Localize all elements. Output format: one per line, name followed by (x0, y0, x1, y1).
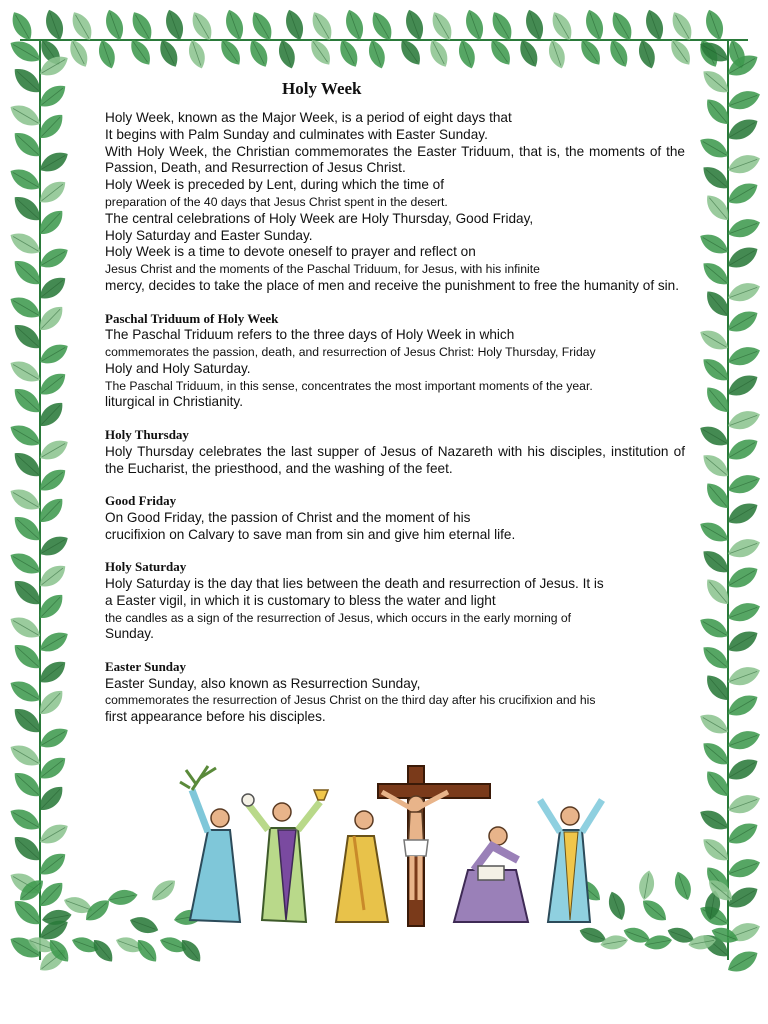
leaf-icon (696, 133, 732, 163)
leaf-icon (725, 855, 763, 882)
leaf-icon (127, 913, 160, 937)
leaf-icon (6, 676, 44, 707)
leaf-icon (6, 164, 44, 195)
leaf-icon (222, 7, 248, 42)
leaf-icon (127, 8, 157, 44)
document-body (105, 78, 685, 726)
leaf-icon (701, 670, 734, 705)
leaf-icon (462, 7, 488, 42)
leaf-icon (515, 37, 542, 70)
intro-line: Holy Week is preceded by Lent, during which the time of (105, 177, 445, 193)
leaf-icon (282, 7, 308, 42)
section-line: Holy and Holy Saturday. (105, 360, 251, 376)
leaf-icon (724, 818, 762, 849)
leaf-icon (696, 613, 732, 643)
leaf-icon (724, 434, 762, 465)
leaf-icon (155, 37, 182, 70)
leaf-icon (696, 325, 732, 355)
section-line: commemorates the passion, death, and resurrection of Jesus Christ: Holy Thursday, Friday (105, 345, 596, 360)
leaf-icon (724, 306, 762, 337)
leaf-icon (724, 754, 762, 785)
section-line: The Paschal Triduum, in this sense, concentrates the most important moments of the year. (105, 378, 593, 393)
leaf-icon (275, 38, 299, 71)
leaf-icon (6, 548, 44, 579)
section-line: Sunday. (105, 626, 154, 642)
leaf-icon (724, 562, 762, 593)
leaf-icon (6, 420, 44, 451)
leaf-icon (702, 7, 728, 42)
leaf-icon (696, 421, 732, 451)
leaf-icon (335, 37, 362, 70)
section (105, 493, 685, 543)
disciple-figure-green (242, 790, 328, 922)
leaf-icon (725, 279, 763, 306)
leaf-icon (724, 498, 762, 529)
leaf-icon (367, 8, 397, 44)
leaf-icon (667, 8, 697, 44)
leaf-icon (7, 8, 37, 44)
intro-line: Jesus Christ and the moments of the Paschal Triduum, for Jesus, with his infinite (105, 262, 540, 277)
leaf-icon (95, 38, 119, 71)
leaf-icon (67, 8, 97, 44)
leaf-icon (107, 888, 139, 908)
section-heading: Holy Saturday (105, 559, 187, 575)
leaf-icon (245, 37, 272, 70)
disciple-figure-lightblue (540, 800, 602, 922)
leaf-icon (6, 356, 44, 387)
leaf-icon (6, 100, 44, 131)
leaf-icon (247, 8, 277, 44)
section-heading: Holy Thursday (105, 427, 189, 443)
section-line: Holy Thursday celebrates the last supper of Jesus of Nazareth with his disciples, institution of the Eucharist, the priesthood, and the washing of the feet. (105, 443, 685, 476)
leaf-icon (307, 8, 337, 44)
disciple-figure-yellow (336, 811, 388, 922)
leaf-icon (65, 37, 92, 70)
leaf-icon (637, 869, 657, 901)
leaf-icon (6, 740, 44, 771)
leaf-icon (724, 114, 762, 145)
sections (105, 295, 685, 726)
page-title: Holy Week (282, 79, 362, 98)
section-line: the candles as a sign of the resurrection of Jesus, which occurs in the early morning of (105, 610, 572, 625)
leaf-icon (102, 7, 128, 42)
leaf-icon (642, 7, 668, 42)
section-gap (105, 477, 685, 493)
leaf-icon (701, 766, 734, 801)
disciple-figure-purple (454, 827, 528, 922)
section-gap (105, 643, 685, 659)
intro-text (105, 110, 685, 295)
intro-line: It begins with Palm Sunday and culminates with Easter Sunday. (105, 126, 488, 142)
leaf-icon (724, 178, 762, 209)
section-gap (105, 411, 685, 427)
leaf-icon (724, 690, 762, 721)
intro-line: mercy, decides to take the place of men and receive the punishment to free the humanity of sin. (105, 277, 680, 293)
leaf-icon (36, 627, 72, 657)
section-heading: Paschal Triduum of Holy Week (105, 310, 279, 326)
section-gap (105, 543, 685, 559)
leaf-icon (635, 38, 659, 71)
leaf-icon (365, 38, 389, 71)
section-line: liturgical in Christianity. (105, 394, 243, 410)
leaf-icon (701, 286, 734, 321)
disciple-figure-blue (180, 766, 240, 922)
section-line: crucifixion on Calvary to save man from sin and give him eternal life. (105, 526, 516, 542)
leaf-icon (147, 875, 179, 906)
section-heading: Good Friday (105, 493, 177, 509)
leaf-icon (725, 407, 763, 434)
leaf-icon (725, 599, 763, 626)
leaf-icon (696, 517, 732, 547)
leaf-icon (36, 147, 72, 177)
section-heading: Easter Sunday (105, 659, 187, 675)
section-line: a Easter vigil, in which it is customary to bless the water and light (105, 592, 496, 608)
leaf-icon (36, 339, 72, 369)
leaf-icon (36, 435, 72, 465)
leaf-icon (36, 243, 72, 273)
leaf-icon (701, 382, 734, 417)
leaf-icon (6, 804, 44, 835)
section (105, 559, 685, 643)
section (105, 427, 685, 477)
intro-line: Holy Week is a time to devote oneself to prayer and reflect on (105, 244, 476, 260)
leaf-icon (724, 370, 762, 401)
leaf-icon (487, 8, 517, 44)
leaf-icon (6, 612, 44, 643)
leaf-icon (725, 663, 763, 690)
leaf-icon (701, 574, 734, 609)
intro-line: preparation of the 40 days that Jesus Christ spent in the desert. (105, 194, 448, 209)
leaf-icon (605, 37, 632, 70)
leaf-icon (725, 471, 763, 498)
leaf-icon (36, 531, 72, 561)
leaf-icon (725, 151, 763, 178)
leaf-icon (6, 292, 44, 323)
intro-line: Holy Saturday and Easter Sunday. (105, 227, 313, 243)
leaf-icon (427, 8, 457, 44)
section-line: The Paschal Triduum refers to the three days of Holy Week in which (105, 327, 515, 343)
leaf-icon (725, 343, 763, 370)
leaf-icon (701, 94, 734, 129)
leaf-icon (455, 38, 479, 71)
leaf-icon (41, 908, 73, 928)
leaf-icon (696, 805, 732, 835)
intro-line: With Holy Week, the Christian commemorates the Easter Triduum, that is, the moments of the Passion, Death, and Resurrection of Jesus Christ. (105, 143, 685, 176)
section-gap (105, 295, 685, 311)
crucifixion-illustration (178, 760, 612, 932)
leaf-icon (42, 7, 68, 42)
section (105, 659, 685, 726)
leaf-icon (724, 626, 762, 657)
leaf-icon (696, 709, 732, 739)
leaf-icon (425, 37, 452, 70)
leaf-icon (671, 869, 695, 902)
leaf-icon (545, 38, 569, 71)
leaf-icon (547, 8, 577, 44)
leaf-icon (701, 478, 734, 513)
intro-line: Holy Week, known as the Major Week, is a period of eight days that (105, 110, 512, 125)
section-line: Easter Sunday, also known as Resurrection Sunday, (105, 675, 421, 691)
leaf-icon (725, 791, 763, 818)
leaf-icon (6, 484, 44, 515)
leaf-icon (725, 727, 763, 754)
leaf-icon (701, 190, 734, 225)
leaf-icon (582, 7, 608, 42)
leaf-icon (187, 8, 217, 44)
leaf-icon (36, 723, 72, 753)
section-line: first appearance before his disciples. (105, 709, 326, 725)
leaf-icon (522, 7, 548, 42)
section-line: commemorates the resurrection of Jesus Christ on the third day after his crucifixion and his (105, 693, 596, 708)
section-line: On Good Friday, the passion of Christ and the moment of his (105, 509, 471, 525)
leaf-icon (342, 7, 368, 42)
section-line: Holy Saturday is the day that lies between the death and resurrection of Jesus. It is (105, 575, 604, 591)
leaf-icon (185, 38, 209, 71)
leaf-icon (402, 7, 428, 42)
leaf-icon (638, 895, 670, 926)
leaf-icon (607, 8, 637, 44)
leaf-icon (6, 228, 44, 259)
intro-line: The central celebrations of Holy Week are Holy Thursday, Good Friday, (105, 210, 534, 226)
leaf-icon (162, 7, 188, 42)
leaf-icon (725, 215, 763, 242)
leaf-icon (725, 87, 763, 114)
leaf-icon (724, 946, 762, 977)
section (105, 311, 685, 411)
leaf-icon (36, 819, 72, 849)
leaf-icon (725, 535, 763, 562)
leaf-icon (724, 242, 762, 273)
leaf-icon (696, 229, 732, 259)
